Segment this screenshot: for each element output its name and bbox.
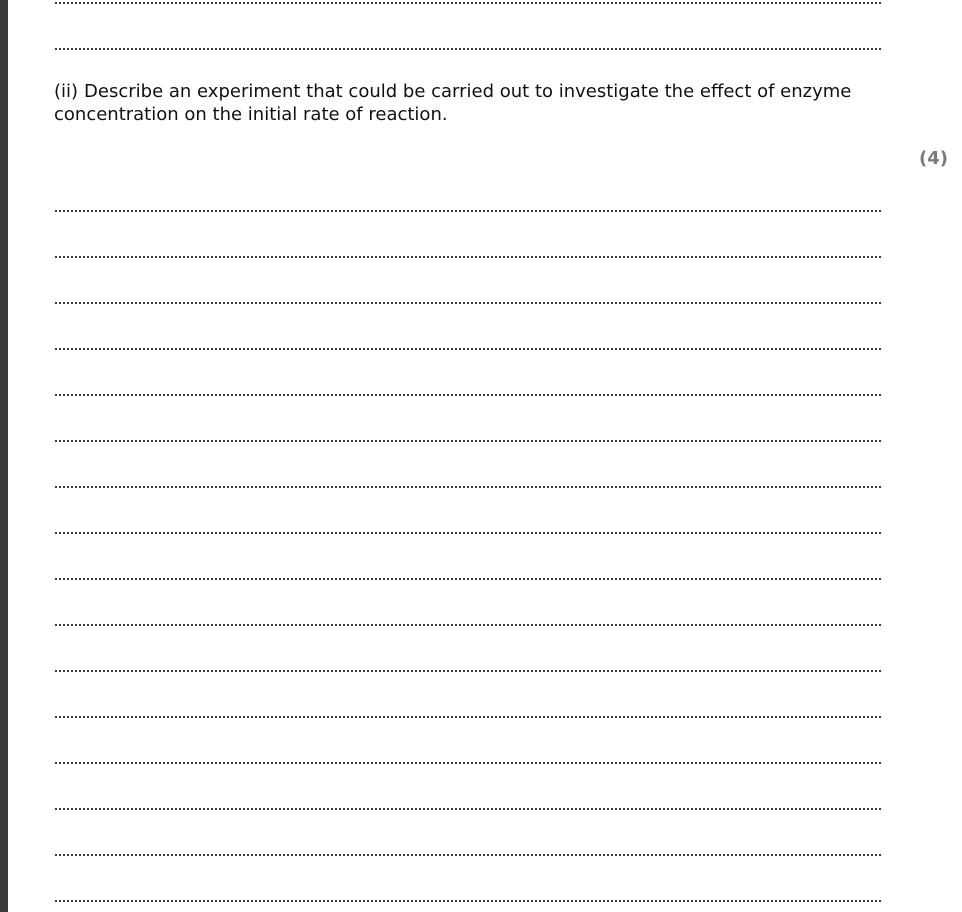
question-ii	[54, 80, 894, 126]
answer-line	[55, 48, 881, 50]
answer-line	[55, 348, 881, 350]
answer-line	[55, 256, 881, 258]
answer-line	[55, 302, 881, 304]
answer-line	[55, 624, 881, 626]
marks-label: (4)	[919, 148, 948, 169]
answer-line	[55, 854, 881, 856]
answer-line	[55, 578, 881, 580]
answer-line	[55, 762, 881, 764]
answer-line	[55, 716, 881, 718]
answer-line	[55, 486, 881, 488]
answer-line	[55, 394, 881, 396]
question-text: Describe an experiment that could be carried out to investigate the effect of enzyme concentration on the initial rate of reaction.	[54, 81, 852, 125]
answer-line	[55, 440, 881, 442]
answer-line	[55, 532, 881, 534]
answer-line	[55, 210, 881, 212]
answer-line	[55, 808, 881, 810]
answer-line	[55, 670, 881, 672]
answer-line	[55, 900, 881, 902]
answer-line	[55, 2, 881, 4]
question-number: (ii)	[54, 81, 79, 102]
page-left-border	[0, 0, 8, 912]
exam-page	[8, 0, 962, 912]
